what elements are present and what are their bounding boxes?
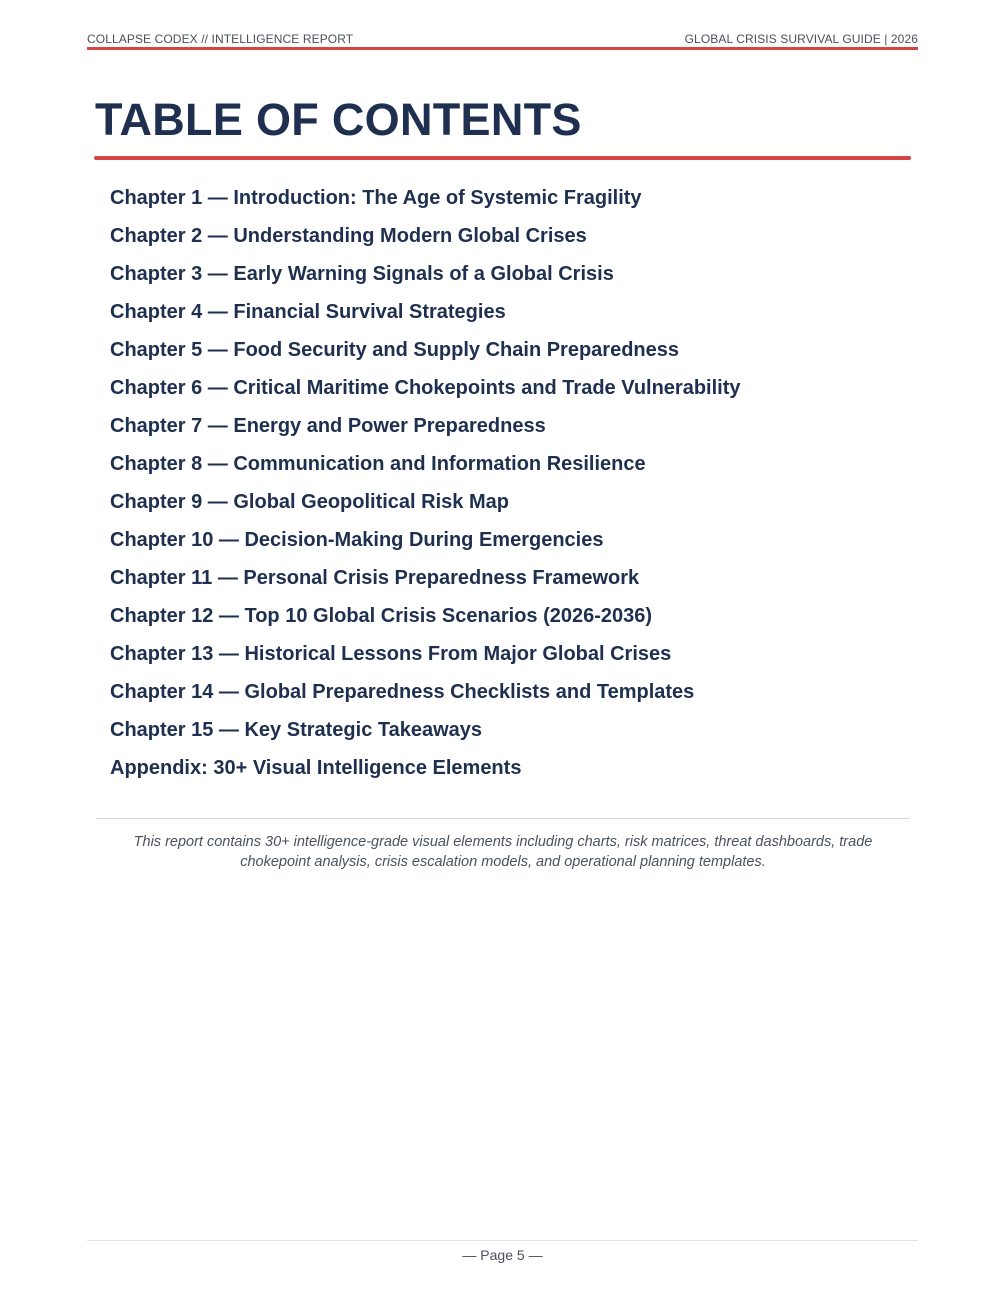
running-header — [87, 32, 918, 50]
toc-chapter-8[interactable]: Chapter 8 — Communication and Information Resilience — [110, 453, 646, 475]
header-left-text: COLLAPSE CODEX // INTELLIGENCE REPORT — [87, 32, 354, 46]
report-note: This report contains 30+ intelligence-grade visual elements including charts, risk matrices, threat dashboards, trade chokepoint analysis, crisis escalation models, and operational planning templates. — [133, 834, 873, 870]
toc-chapter-2[interactable]: Chapter 2 — Understanding Modern Global Crises — [110, 225, 587, 247]
toc-chapter-9[interactable]: Chapter 9 — Global Geopolitical Risk Map — [110, 491, 509, 513]
toc-chapter-11[interactable]: Chapter 11 — Personal Crisis Preparedness Framework — [110, 567, 640, 589]
toc-chapter-10[interactable]: Chapter 10 — Decision-Making During Emergencies — [110, 529, 604, 551]
toc-chapter-13[interactable]: Chapter 13 — Historical Lessons From Major Global Crises — [110, 643, 672, 665]
page-title: TABLE OF CONTENTS — [95, 94, 582, 145]
header-right-text: GLOBAL CRISIS SURVIVAL GUIDE | 2026 — [684, 32, 918, 46]
section-divider — [96, 818, 910, 819]
toc-chapter-5[interactable]: Chapter 5 — Food Security and Supply Chain Preparedness — [110, 339, 680, 361]
footer-divider — [87, 1240, 918, 1241]
toc-chapter-14[interactable]: Chapter 14 — Global Preparedness Checklists and Templates — [110, 681, 695, 703]
toc-chapter-3[interactable]: Chapter 3 — Early Warning Signals of a Global Crisis — [110, 263, 614, 285]
toc-chapter-7[interactable]: Chapter 7 — Energy and Power Preparedness — [110, 415, 546, 437]
table-of-contents — [110, 179, 890, 787]
toc-chapter-1[interactable]: Chapter 1 — Introduction: The Age of Systemic Fragility — [110, 187, 642, 209]
toc-chapter-12[interactable]: Chapter 12 — Top 10 Global Crisis Scenarios (2026-2036) — [110, 605, 653, 627]
title-underline — [94, 156, 911, 160]
page-number: — Page 5 — — [462, 1247, 543, 1263]
toc-chapter-4[interactable]: Chapter 4 — Financial Survival Strategies — [110, 301, 506, 323]
toc-chapter-6[interactable]: Chapter 6 — Critical Maritime Chokepoints and Trade Vulnerability — [110, 377, 741, 399]
toc-chapter-15[interactable]: Chapter 15 — Key Strategic Takeaways — [110, 719, 483, 741]
toc-appendix[interactable]: Appendix: 30+ Visual Intelligence Elements — [110, 757, 522, 779]
